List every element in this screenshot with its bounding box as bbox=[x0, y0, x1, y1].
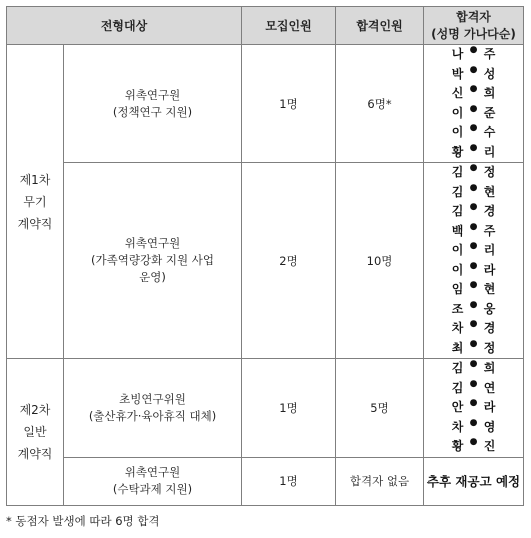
list-item bbox=[424, 437, 523, 457]
winner-cell bbox=[424, 163, 524, 359]
winner-cell bbox=[424, 45, 524, 163]
name-last-char: 정 bbox=[483, 340, 496, 355]
name-last-char: 연 bbox=[483, 380, 496, 395]
recruit-cell: 1명 bbox=[242, 457, 336, 505]
name-last-char: 라 bbox=[483, 400, 496, 414]
name-first-char: 이 bbox=[451, 243, 464, 257]
mask-dot-icon: ● bbox=[469, 221, 478, 232]
name-last-char: 영 bbox=[483, 419, 496, 434]
recruit-cell: 1명 bbox=[242, 45, 336, 163]
mask-dot-icon: ● bbox=[469, 163, 478, 173]
table-row bbox=[7, 359, 524, 458]
mask-dot-icon: ● bbox=[469, 45, 478, 55]
mask-dot-icon: ● bbox=[469, 359, 478, 369]
name-last-char: 수 bbox=[483, 125, 496, 139]
role-line: (출산휴가·육아휴직 대체) bbox=[88, 408, 217, 423]
name-last-char: 준 bbox=[483, 105, 496, 120]
mask-dot-icon: ● bbox=[469, 202, 478, 212]
role-cell bbox=[64, 45, 242, 163]
table-row bbox=[7, 457, 524, 505]
mask-dot-icon: ● bbox=[469, 299, 478, 310]
mask-dot-icon: ● bbox=[469, 417, 478, 428]
name-last-char: 성 bbox=[483, 66, 496, 81]
header-passed: 합격인원 bbox=[336, 7, 424, 45]
name-first-char: 황 bbox=[451, 144, 464, 159]
name-last-char: 희 bbox=[483, 361, 496, 375]
header-row bbox=[7, 7, 524, 45]
name-last-char: 현 bbox=[483, 184, 496, 199]
role-line: 초빙연구위원 bbox=[119, 391, 186, 406]
name-last-char: 주 bbox=[483, 223, 496, 238]
mask-dot-icon: ● bbox=[469, 319, 478, 329]
recruit-cell: 1명 bbox=[242, 359, 336, 458]
table-row bbox=[7, 45, 524, 163]
name-last-char: 리 bbox=[483, 144, 496, 159]
name-last-char: 정 bbox=[483, 165, 496, 179]
name-first-char: 최 bbox=[451, 340, 464, 355]
round-label-line: 일반 bbox=[23, 424, 47, 439]
name-first-char: 신 bbox=[451, 86, 464, 100]
mask-dot-icon: ● bbox=[469, 437, 478, 447]
name-first-char: 김 bbox=[451, 165, 464, 179]
header-winner bbox=[424, 7, 524, 45]
passed-cell: 10명 bbox=[336, 163, 424, 359]
passed-cell: 6명* bbox=[336, 45, 424, 163]
name-first-char: 나 bbox=[451, 47, 464, 61]
name-last-char: 경 bbox=[483, 321, 496, 335]
mask-dot-icon: ● bbox=[469, 398, 478, 408]
name-last-char: 희 bbox=[483, 86, 496, 100]
name-last-char: 현 bbox=[483, 282, 496, 296]
name-first-char: 김 bbox=[451, 204, 464, 218]
passed-cell: 5명 bbox=[336, 359, 424, 458]
name-first-char: 차 bbox=[451, 419, 464, 434]
mask-dot-icon: ● bbox=[469, 378, 478, 389]
mask-dot-icon: ● bbox=[469, 260, 478, 271]
mask-dot-icon: ● bbox=[469, 84, 478, 94]
winner-cell bbox=[424, 359, 524, 458]
mask-dot-icon: ● bbox=[469, 64, 478, 75]
name-first-char: 이 bbox=[451, 105, 464, 120]
name-first-char: 조 bbox=[451, 301, 464, 316]
name-last-char: 리 bbox=[483, 243, 496, 257]
name-last-char: 진 bbox=[483, 439, 496, 453]
header-winner-title: 합격자 bbox=[456, 9, 491, 24]
round-cell bbox=[7, 45, 64, 359]
name-first-char: 이 bbox=[451, 125, 464, 139]
round-cell bbox=[7, 359, 64, 506]
mask-dot-icon: ● bbox=[469, 142, 478, 153]
role-line: 위촉연구원 bbox=[124, 236, 181, 250]
results-table bbox=[6, 6, 524, 506]
header-category: 전형대상 bbox=[7, 7, 242, 45]
name-first-char: 박 bbox=[451, 66, 464, 81]
header-recruit: 모집인원 bbox=[242, 7, 336, 45]
name-last-char: 경 bbox=[483, 204, 496, 218]
role-line: 위촉연구원 bbox=[124, 465, 181, 479]
header-winner-subtitle: (성명 가나다순) bbox=[431, 26, 516, 41]
role-line: (가족역량강화 지원 사업 bbox=[91, 253, 214, 267]
round-label-line: 제2차 bbox=[19, 402, 51, 417]
role-line: (수탁과제 지원) bbox=[112, 482, 193, 496]
winner-name-list bbox=[424, 45, 523, 162]
name-first-char: 안 bbox=[451, 400, 464, 414]
role-cell bbox=[64, 163, 242, 359]
round-label-line: 계약직 bbox=[17, 446, 53, 461]
round-label-line: 계약직 bbox=[17, 216, 53, 231]
winner-name-list bbox=[424, 359, 523, 457]
role-line: 운영) bbox=[139, 270, 166, 284]
mask-dot-icon: ● bbox=[469, 241, 478, 251]
mask-dot-icon: ● bbox=[469, 123, 478, 133]
name-first-char: 임 bbox=[451, 282, 464, 296]
name-first-char: 김 bbox=[451, 380, 464, 395]
repost-notice: 추후 재공고 예정 bbox=[426, 474, 521, 489]
table-row bbox=[7, 163, 524, 359]
role-line: (정책연구 지원) bbox=[112, 104, 193, 119]
role-cell bbox=[64, 359, 242, 458]
name-first-char: 김 bbox=[451, 184, 464, 199]
role-cell bbox=[64, 457, 242, 505]
results-body bbox=[7, 45, 524, 506]
mask-dot-icon: ● bbox=[469, 280, 478, 290]
name-first-char: 백 bbox=[451, 223, 464, 238]
winner-name-list bbox=[424, 163, 523, 358]
winner-cell bbox=[424, 457, 524, 505]
round-label-line: 제1차 bbox=[19, 172, 51, 187]
name-first-char: 김 bbox=[451, 361, 464, 375]
name-first-char: 이 bbox=[451, 262, 464, 277]
passed-cell: 합격자 없음 bbox=[336, 457, 424, 505]
name-first-char: 황 bbox=[451, 439, 464, 453]
mask-dot-icon: ● bbox=[469, 338, 478, 349]
role-line: 위촉연구원 bbox=[124, 87, 181, 102]
name-last-char: 웅 bbox=[483, 301, 496, 316]
name-first-char: 차 bbox=[451, 321, 464, 335]
name-last-char: 주 bbox=[483, 47, 496, 61]
name-last-char: 라 bbox=[483, 262, 496, 277]
recruit-cell: 2명 bbox=[242, 163, 336, 359]
mask-dot-icon: ● bbox=[469, 182, 478, 193]
footnote: * 동점자 발생에 따라 6명 합격 bbox=[6, 514, 160, 528]
round-label-line: 무기 bbox=[23, 194, 47, 209]
mask-dot-icon: ● bbox=[469, 103, 478, 114]
